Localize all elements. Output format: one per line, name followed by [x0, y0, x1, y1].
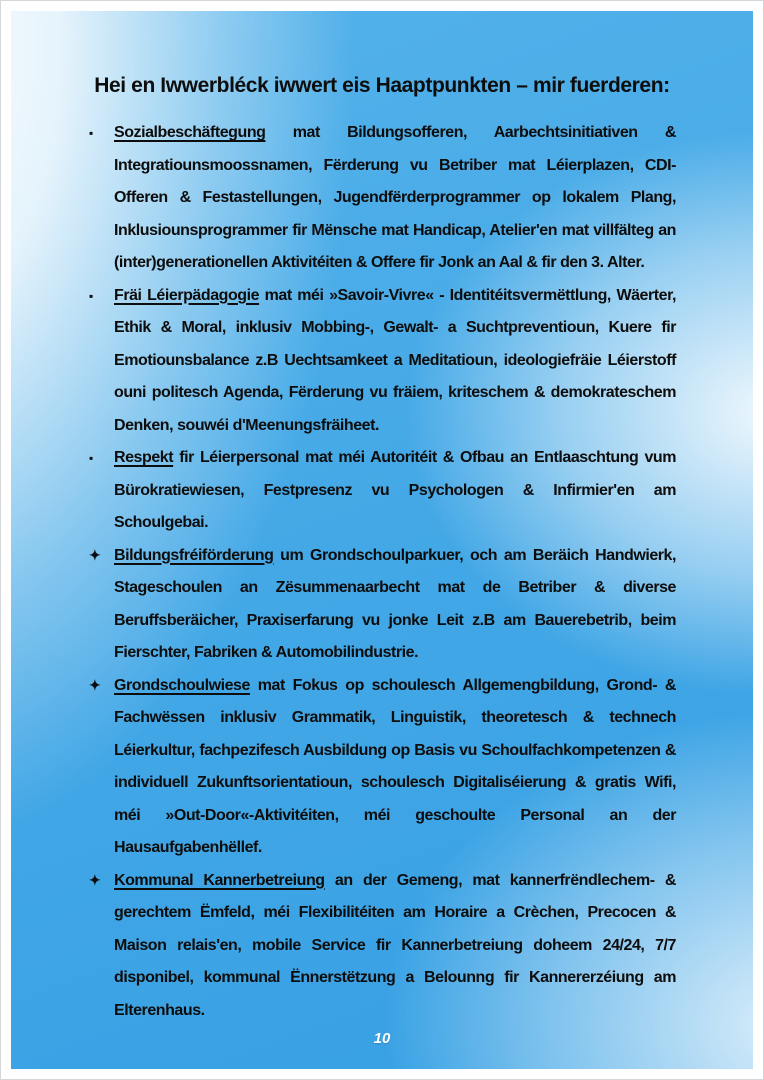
list-item — [89, 442, 676, 540]
page-background — [11, 11, 753, 1069]
list-item-lead: Bildungsfréiförderung — [114, 546, 274, 564]
bullet-list — [89, 117, 676, 1027]
list-item-lead: Respekt — [114, 449, 174, 466]
list-item-text: mat Fokus op schoulesch Allgemengbildung, Grond- & Fachwëssen inklusiv Grammatik, Linguistik, theoretesch & technech Léierkultur, fachpezifesch Ausbildung op Basis vu Schoulfachkompetenzen & individuell Zukunftsorientatioun, schoulesch Digitaliséierung & gratis Wifi, méi »Out-Door«-Aktivitéiten, méi geschoulte Personal an der Hausaufgabenhëllef. — [114, 676, 676, 856]
page-number: 10 — [373, 1030, 391, 1047]
list-item-text: an der Gemeng, mat kannerfrëndlechem- & gerechtem Ëmfeld, méi Flexibilitéiten am Horaire a Crèchen, Precocen & Maison relais'en, mobile Service fir Kannerbetreiung doheem 24/24, 7/7 disponibel, kommunal Ënnerstëtzung a Belounng fir Kannererzéiung am Elterenhaus. — [114, 871, 676, 1019]
list-item-text: mat Bildungsofferen, Aarbechtsinitiativen & Integratiounsmoossnamen, Fërderung vu Betriber mat Léierplazen, CDI-Offeren & Festastellungen, Jugendfërderprogrammer op lokalem Plang, Inklusiounsprogrammer fir Mënsche mat Handicap, Atelier'en mat villfälteg an (inter)generationellen Aktivitéiten & Offere fir Jonk an Aal & fir den 3. Alter. — [114, 124, 676, 271]
list-item-lead: Kommunal Kannerbetreiung — [114, 871, 325, 889]
star-bullet-icon: ✦ — [89, 676, 101, 693]
list-item — [89, 540, 676, 670]
list-item — [89, 280, 676, 443]
list-item-lead: Fräi Léierpädagogie — [114, 286, 260, 304]
star-bullet-icon: ✦ — [89, 546, 101, 563]
square-bullet-icon: ▪ — [89, 288, 94, 303]
page-content — [11, 11, 753, 1069]
list-item — [89, 117, 676, 280]
list-item-text: fir Léierpersonal mat méi Autoritéit & Ofbau an Entlaaschtung vum Bürokratiewiesen, Festpresenz vu Psychologen & Infirmier'en am Schoulgebai. — [114, 449, 676, 531]
star-bullet-icon: ✦ — [89, 871, 101, 888]
page-title: Hei en Iwwerbléck iwwert eis Haaptpunkten – mir fuerderen: — [94, 74, 670, 97]
square-bullet-icon: ▪ — [89, 126, 94, 140]
list-item-text: um Grondschoulparkuer, och am Beräich Handwierk, Stageschoulen an Zësummenaarbecht mat de Betriber & diverse Beruffsberäicher, Praxiserfarung vu jonke Leit z.B am Bauerebetrib, beim Fierschter, Fabriken & Automobilindustrie. — [114, 546, 676, 661]
list-item-text: mat méi »Savoir-Vivre« - Identitéitsvermëttlung, Wäerter, Ethik & Moral, inklusiv Mobbing-, Gewalt- a Suchtpreventioun, Kuere fir Emotiounsbalance z.B Uechtsamkeet a Meditatioun, ideologiefräie Léierstoff ouni politesch Agenda, Fërderung vu fräiem, kriteschem & demokrateschem Denken, souwéi d'Meenungsfräiheet. — [114, 286, 676, 434]
list-item-lead: Sozialbeschäftegung — [114, 124, 266, 141]
square-bullet-icon: ▪ — [89, 451, 94, 465]
list-item — [89, 670, 676, 865]
list-item-lead: Grondschoulwiese — [114, 676, 250, 694]
list-item — [89, 865, 676, 1028]
